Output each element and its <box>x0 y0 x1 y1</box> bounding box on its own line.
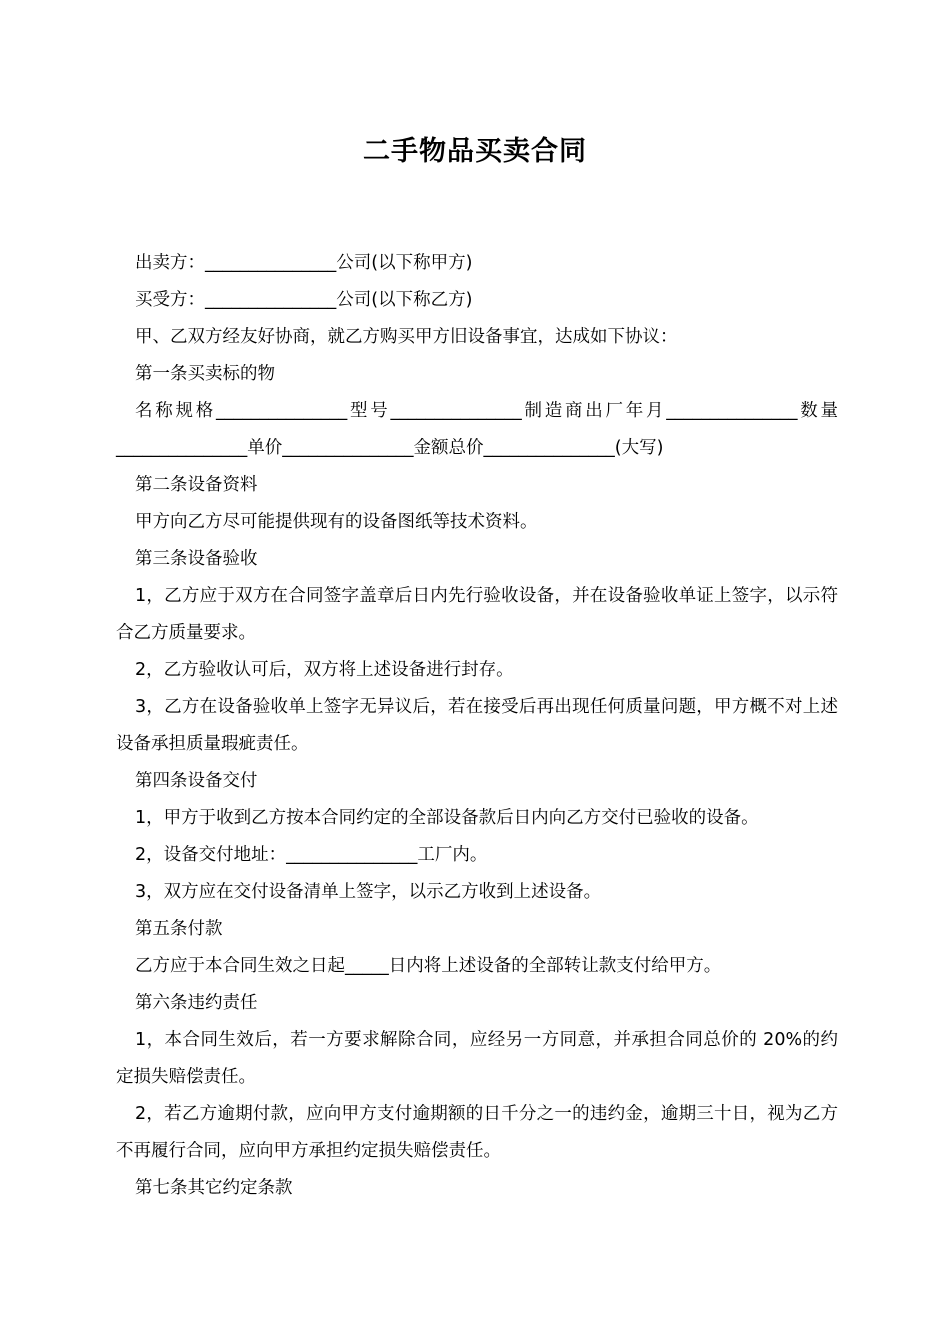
article-1-item-fields: 名称规格_______________型号_______________制造商出厂年月_______________数量_______________单价_______________金额总价_______________(大写) <box>116 401 838 458</box>
article-4-clause-2: 2，设备交付地址：_______________工厂内。 <box>135 845 488 865</box>
article-6-clause-1: 1，本合同生效后，若一方要求解除合同，应经另一方同意，并承担合同总价的 20%的约定损失赔偿责任。 <box>116 1030 838 1087</box>
article-2-heading: 第二条设备资料 <box>135 475 258 495</box>
paragraph-preamble: 甲、乙双方经友好协商，就乙方购买甲方旧设备事宜，达成如下协议： <box>135 327 678 347</box>
document-title: 二手物品买卖合同 <box>363 136 587 167</box>
article-5-heading: 第五条付款 <box>135 919 223 939</box>
article-4-heading: 第四条设备交付 <box>135 771 258 791</box>
article-3-clause-1: 1，乙方应于双方在合同签字盖章后日内先行验收设备，并在设备验收单证上签字，以示符合乙方质量要求。 <box>116 586 838 643</box>
article-1-heading: 第一条买卖标的物 <box>135 364 275 384</box>
article-4-clause-3: 3，双方应在交付设备清单上签字，以示乙方收到上述设备。 <box>135 882 602 902</box>
article-5-text: 乙方应于本合同生效之日起_____日内将上述设备的全部转让款支付给甲方。 <box>135 956 722 976</box>
paragraph-seller: 出卖方：_______________公司(以下称甲方) <box>135 253 473 273</box>
paragraph-buyer: 买受方：_______________公司(以下称乙方) <box>135 290 473 310</box>
article-7-heading: 第七条其它约定条款 <box>135 1178 293 1198</box>
document-body <box>116 245 838 1207</box>
article-4-clause-1: 1，甲方于收到乙方按本合同约定的全部设备款后日内向乙方交付已验收的设备。 <box>135 808 759 828</box>
article-2-text: 甲方向乙方尽可能提供现有的设备图纸等技术资料。 <box>135 512 538 532</box>
article-6-heading: 第六条违约责任 <box>135 993 258 1013</box>
article-3-heading: 第三条设备验收 <box>135 549 258 569</box>
article-3-clause-2: 2，乙方验收认可后，双方将上述设备进行封存。 <box>135 660 514 680</box>
article-6-clause-2: 2，若乙方逾期付款，应向甲方支付逾期额的日千分之一的违约金，逾期三十日，视为乙方不再履行合同，应向甲方承担约定损失赔偿责任。 <box>116 1104 838 1161</box>
article-3-clause-3: 3，乙方在设备验收单上签字无异议后，若在接受后再出现任何质量问题，甲方概不对上述设备承担质量瑕疵责任。 <box>116 697 838 754</box>
